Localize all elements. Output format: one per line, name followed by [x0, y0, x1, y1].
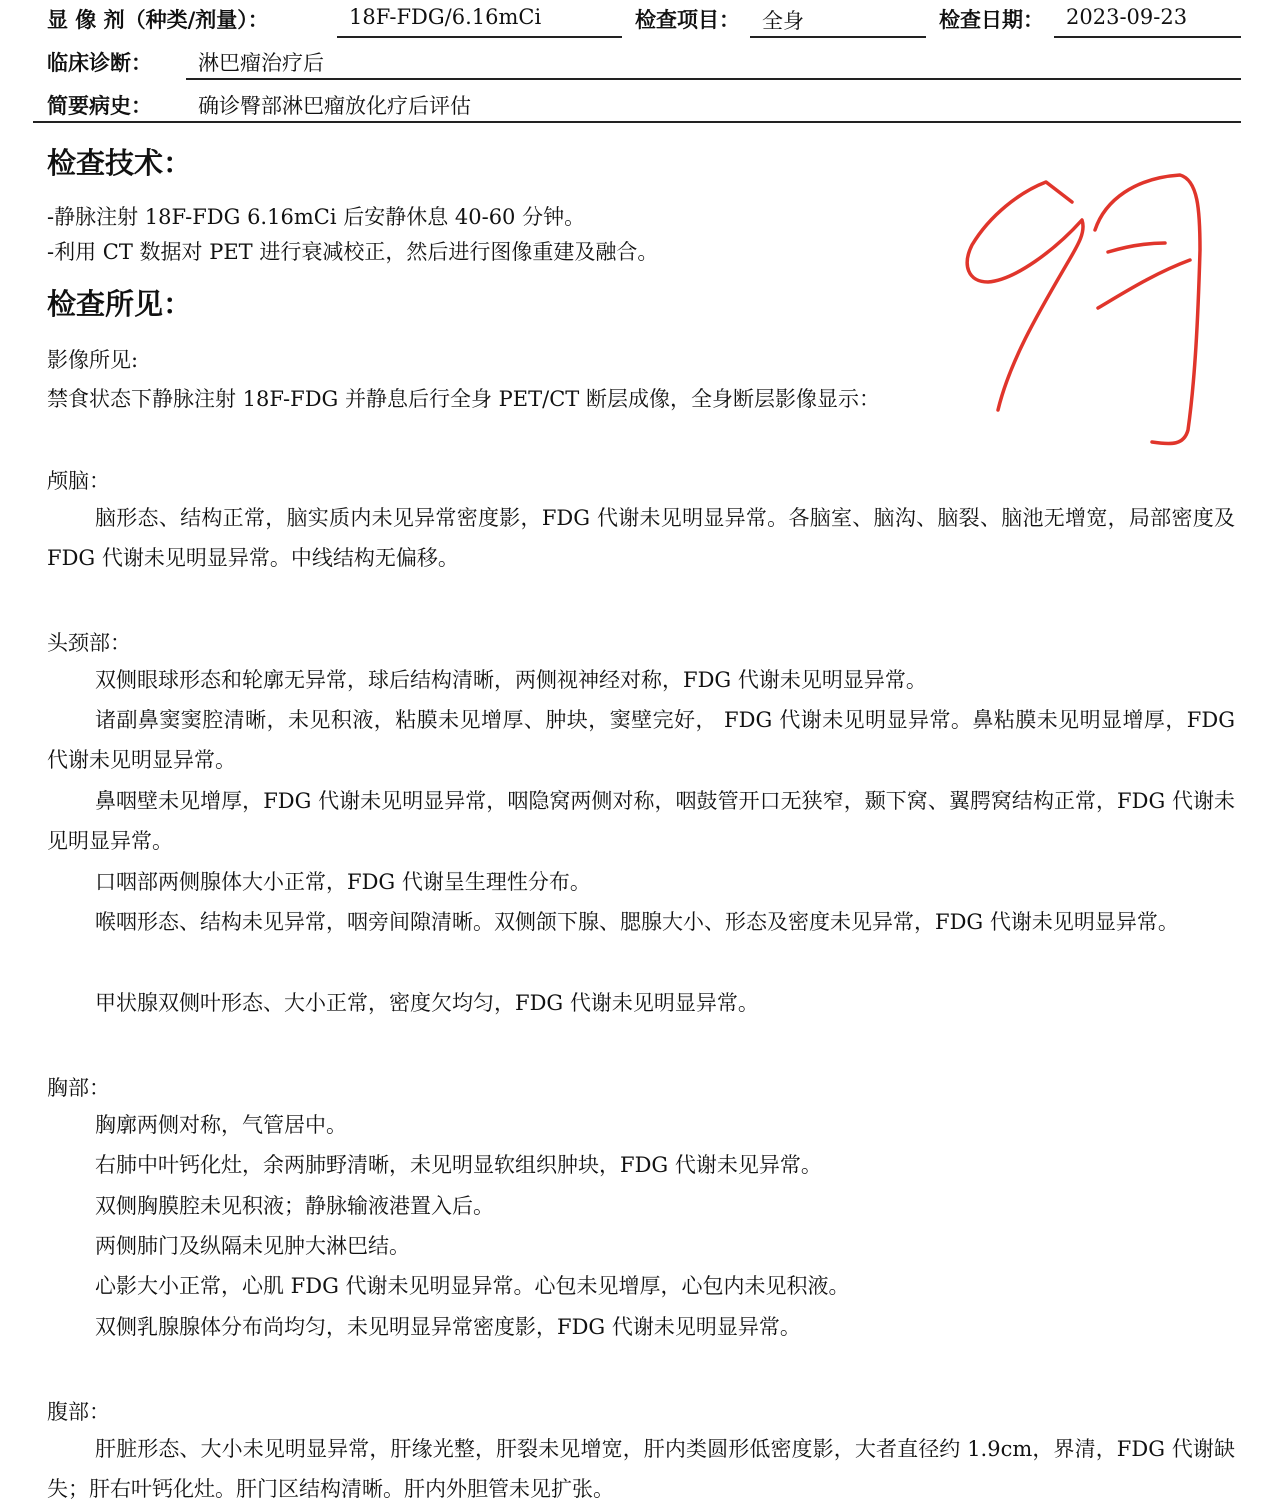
chest-paragraph-2: 右肺中叶钙化灶，余两肺野清晰，未见明显软组织肿块，FDG 代谢未见异常。 — [95, 1153, 822, 1177]
technique-title: 检查技术： — [47, 146, 193, 180]
item-underline — [750, 36, 926, 38]
clinical-diagnosis-value: 淋巴瘤治疗后 — [198, 51, 324, 75]
technique-line-2: -利用 CT 数据对 PET 进行衰减校正，然后进行图像重建及融合。 — [47, 240, 659, 264]
head-neck-paragraph-5: 喉咽形态、结构未见异常，咽旁间隙清晰。双侧颌下腺、腮腺大小、形态及密度未见异常，FDG 代谢未见明显异常。 — [95, 910, 1179, 934]
chest-paragraph-1: 胸廓两侧对称，气管居中。 — [95, 1113, 347, 1137]
findings-intro: 禁食状态下静脉注射 18F-FDG 并静息后行全身 PET/CT 断层成像，全身断层影像显示： — [47, 387, 880, 411]
exam-date-label: 检查日期： — [939, 8, 1044, 32]
handwritten-annotation-icon — [960, 170, 1210, 460]
head-neck-paragraph-3: 鼻咽壁未见增厚，FDG 代谢未见明显异常，咽隐窝两侧对称，咽鼓管开口无狭窄，颞下窝、翼腭窝结构正常，FDG 代谢未见明显异常。 — [47, 789, 1235, 853]
chest-paragraph-4: 两侧肺门及纵隔未见肿大淋巴结。 — [95, 1234, 410, 1258]
date-underline — [1054, 36, 1241, 38]
chest-paragraph-3: 双侧胸膜腔未见积液；静脉输液港置入后。 — [95, 1194, 494, 1218]
header-divider — [33, 121, 1241, 123]
brain-paragraph: 脑形态、结构正常，脑实质内未见异常密度影，FDG 代谢未见明显异常。各脑室、脑沟、脑裂、脑池无增宽，局部密度及 FDG 代谢未见明显异常。中线结构无偏移。 — [47, 506, 1235, 570]
head-neck-section-label: 头颈部： — [47, 631, 131, 655]
chest-section-label: 胸部： — [47, 1076, 110, 1100]
contrast-agent-value: 18F-FDG/6.16mCi — [349, 5, 542, 29]
findings-title: 检查所见： — [47, 287, 193, 321]
exam-item-label: 检查项目： — [635, 8, 740, 32]
head-neck-paragraph-4: 口咽部两侧腺体大小正常，FDG 代谢呈生理性分布。 — [95, 870, 591, 894]
head-neck-paragraph-2: 诸副鼻窦窦腔清晰，未见积液，粘膜未见增厚、肿块，窦壁完好， FDG 代谢未见明显异常。鼻粘膜未见明显增厚，FDG 代谢未见明显异常。 — [47, 708, 1235, 772]
brief-history-label: 简要病史： — [47, 94, 152, 118]
diagnosis-underline — [186, 78, 1241, 80]
head-neck-paragraph-6: 甲状腺双侧叶形态、大小正常，密度欠均匀，FDG 代谢未见明显异常。 — [95, 991, 759, 1015]
imaging-label: 影像所见: — [47, 348, 139, 372]
head-neck-paragraph-1: 双侧眼球形态和轮廓无异常，球后结构清晰，两侧视神经对称，FDG 代谢未见明显异常。 — [95, 668, 927, 692]
exam-date-value: 2023-09-23 — [1066, 5, 1188, 29]
exam-item-value: 全身 — [762, 9, 804, 33]
chest-paragraph-6: 双侧乳腺腺体分布尚均匀，未见明显异常密度影，FDG 代谢未见明显异常。 — [95, 1315, 801, 1339]
abdomen-section-label: 腹部： — [47, 1400, 110, 1424]
brief-history-value: 确诊臀部淋巴瘤放化疗后评估 — [198, 94, 471, 118]
abdomen-paragraph: 肝脏形态、大小未见明显异常，肝缘光整，肝裂未见增宽，肝内类圆形低密度影，大者直径约 1.9cm，界清，FDG 代谢缺失；肝右叶钙化灶。肝门区结构清晰。肝内外胆管未见扩张。 — [47, 1437, 1235, 1501]
agent-underline — [337, 36, 622, 38]
clinical-diagnosis-label: 临床诊断： — [47, 51, 152, 75]
contrast-agent-label: 显 像 剂（种类/剂量）： — [47, 8, 269, 32]
chest-paragraph-5: 心影大小正常，心肌 FDG 代谢未见明显异常。心包未见增厚，心包内未见积液。 — [95, 1274, 850, 1298]
technique-line-1: -静脉注射 18F-FDG 6.16mCi 后安静休息 40-60 分钟。 — [47, 205, 586, 229]
brain-section-label: 颅脑： — [47, 469, 110, 493]
